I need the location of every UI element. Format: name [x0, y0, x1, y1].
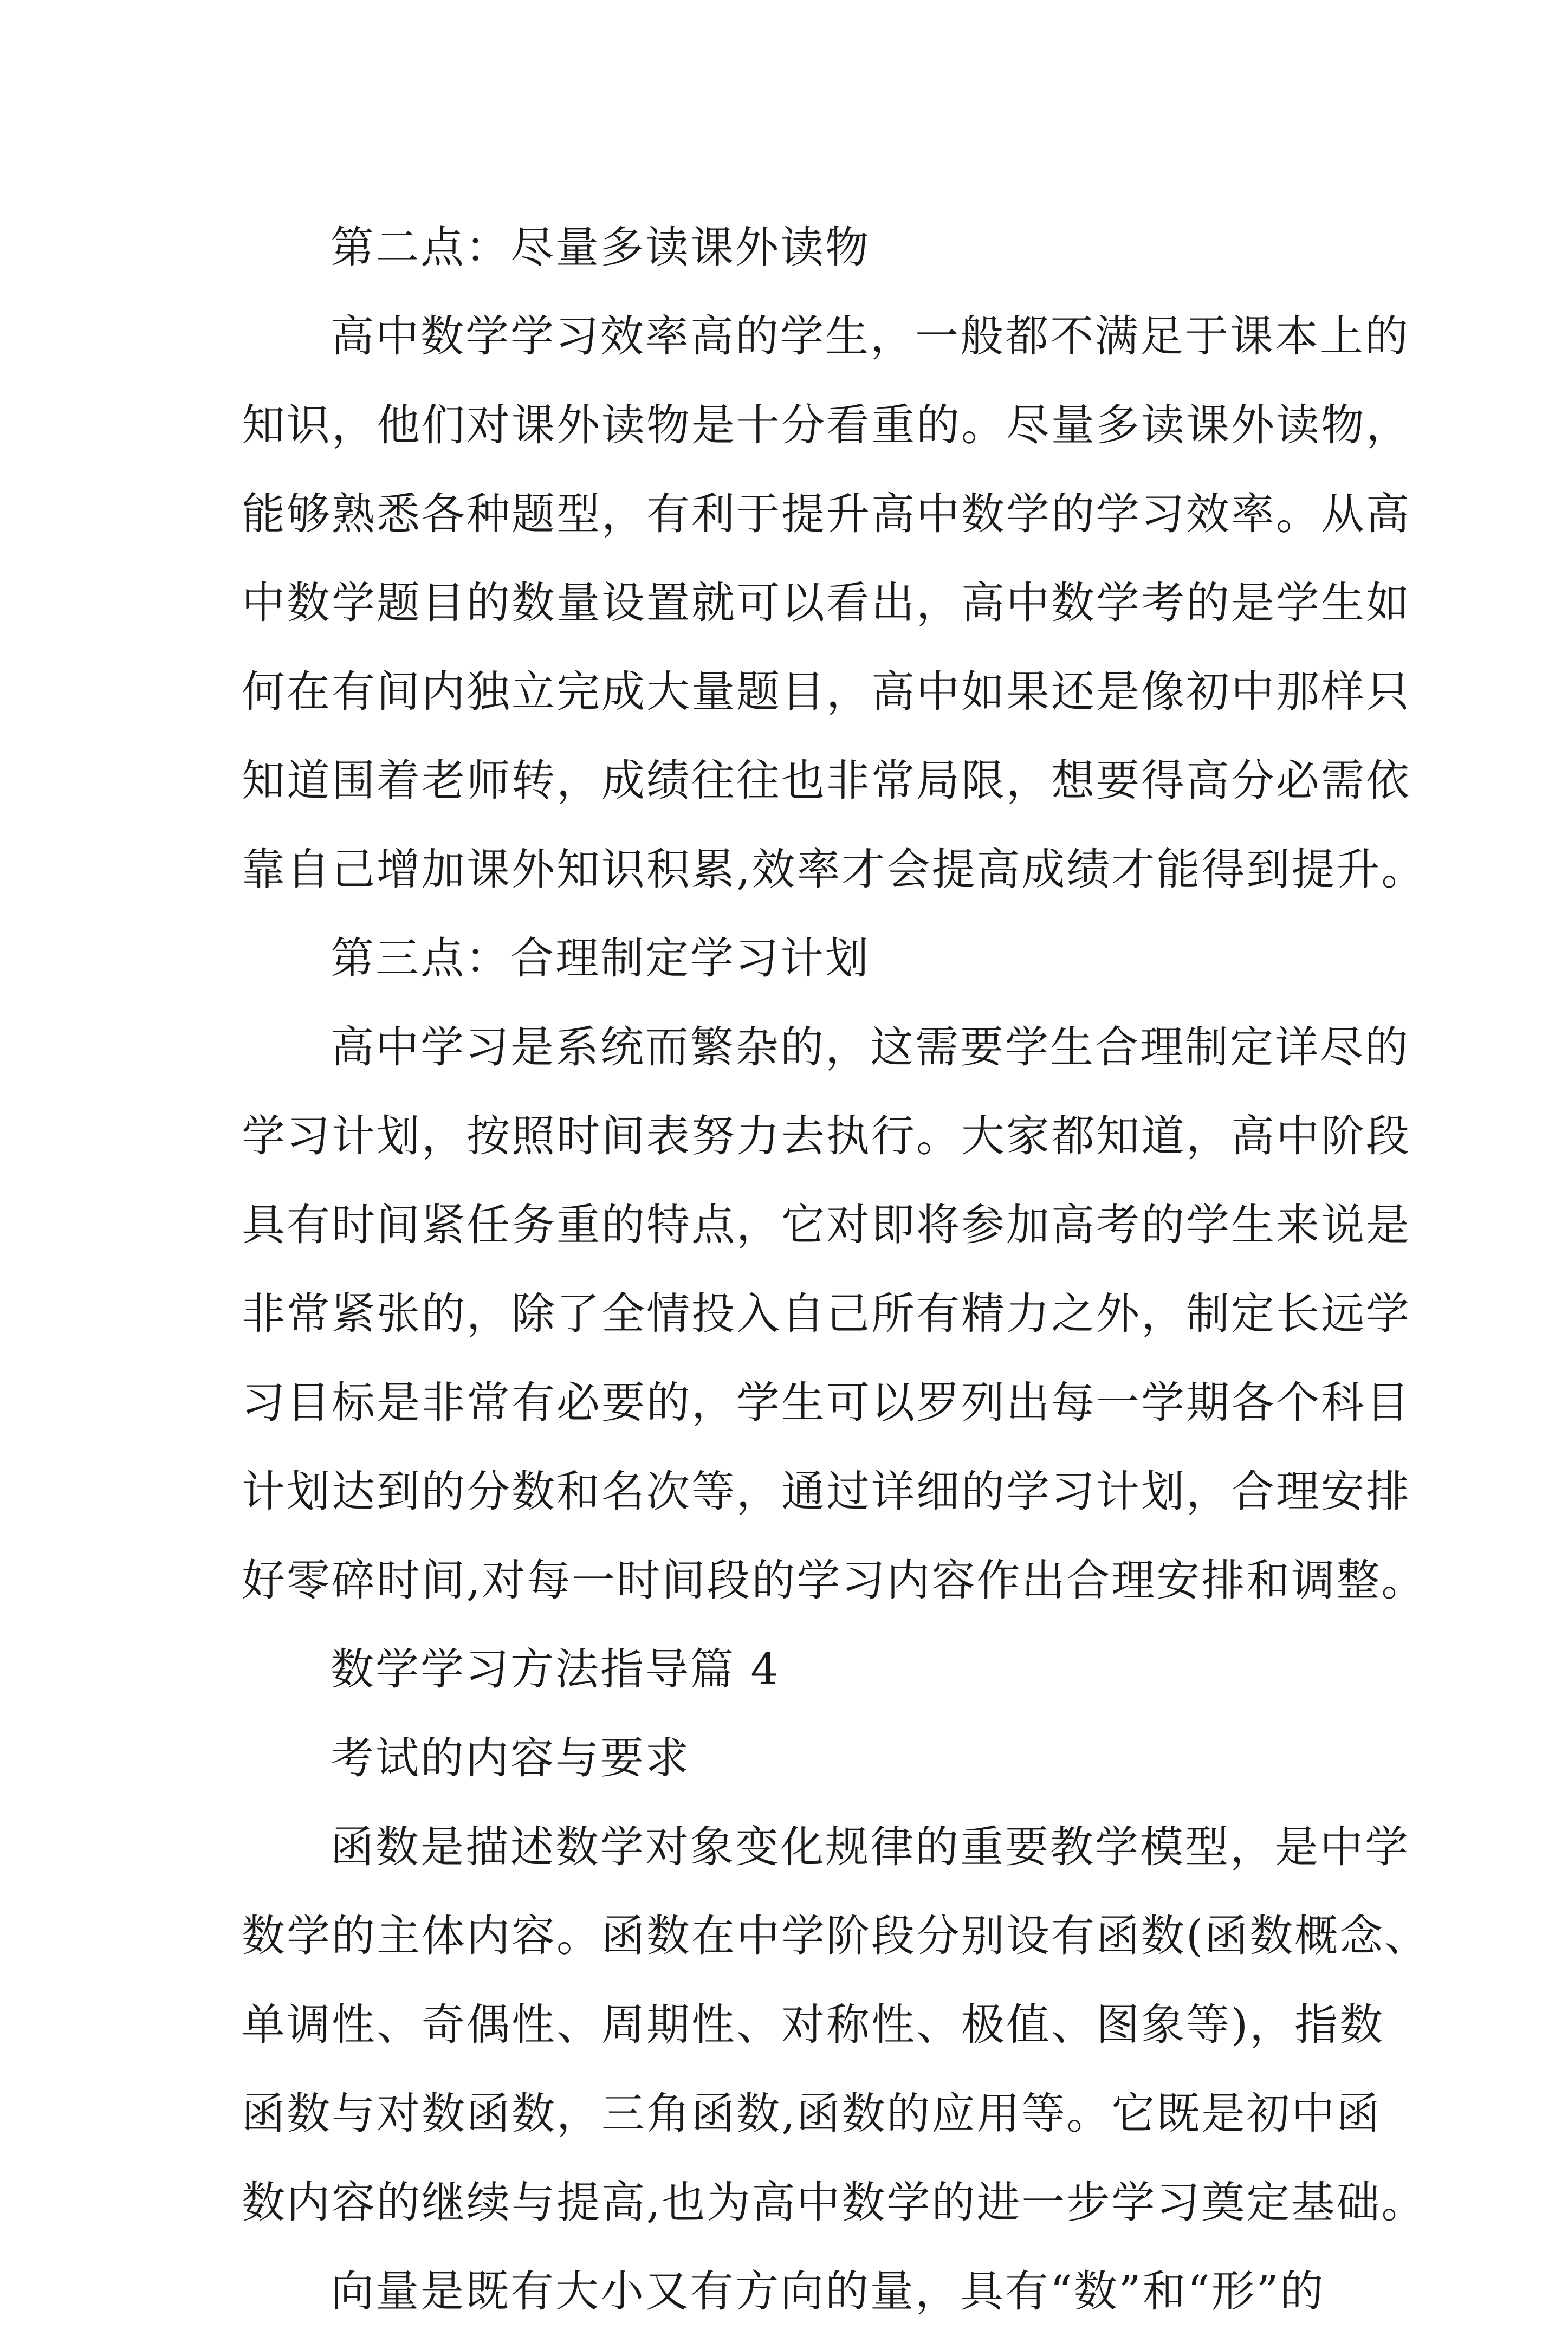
paragraph-line: 具有时间紧任务重的特点，它对即将参加高考的学生来说是	[242, 1200, 1411, 1250]
section-title: 数学学习方法指导篇 4	[331, 1644, 780, 1694]
paragraph-line: 数内容的继续与提高,也为高中数学的进一步学习奠定基础。	[242, 2177, 1427, 2228]
document-body	[242, 203, 1430, 2336]
paragraph-line: 高中数学学习效率高的学生，一般都不满足于课本上的	[331, 311, 1410, 361]
paragraph-line: 数学的主体内容。函数在中学阶段分别设有函数(函数概念、	[242, 1911, 1430, 1961]
heading-point-three: 第三点：合理制定学习计划	[331, 933, 870, 983]
paragraph-line: 知识，他们对课外读物是十分看重的。尽量多读课外读物，	[242, 400, 1411, 450]
paragraph-line: 能够熟悉各种题型，有利于提升高中数学的学习效率。从高	[242, 489, 1411, 539]
paragraph-line: 中数学题目的数量设置就可以看出，高中数学考的是学生如	[242, 578, 1411, 628]
paragraph-line: 函数与对数函数，三角函数,函数的应用等。它既是初中函	[242, 2088, 1382, 2139]
paragraph-line: 单调性、奇偶性、周期性、对称性、极值、图象等)，指数	[242, 1999, 1385, 2050]
subsection-title: 考试的内容与要求	[331, 1733, 690, 1783]
paragraph-line: 靠自己增加课外知识积累,效率才会提高成绩才能得到提升。	[242, 844, 1427, 895]
paragraph-line: 函数是描述数学对象变化规律的重要教学模型，是中学	[331, 1822, 1410, 1872]
paragraph-line: 习目标是非常有必要的，学生可以罗列出每一学期各个科目	[242, 1377, 1411, 1428]
paragraph-line: 高中学习是系统而繁杂的，这需要学生合理制定详尽的	[331, 1022, 1410, 1072]
paragraph-line: 好零碎时间,对每一时间段的学习内容作出合理安排和调整。	[242, 1555, 1427, 1606]
paragraph-line: 计划达到的分数和名次等，通过详细的学习计划，合理安排	[242, 1466, 1411, 1517]
paragraph-line: 知道围着老师转，成绩往往也非常局限，想要得高分必需依	[242, 755, 1411, 806]
heading-point-two: 第二点：尽量多读课外读物	[331, 222, 870, 273]
paragraph-line: 向量是既有大小又有方向的量，具有“数”和“形”的	[331, 2266, 1325, 2316]
paragraph-line: 学习计划，按照时间表努力去执行。大家都知道，高中阶段	[242, 1111, 1411, 1161]
paragraph-line: 何在有间内独立完成大量题目，高中如果还是像初中那样只	[242, 666, 1411, 717]
paragraph-line: 非常紧张的，除了全情投入自己所有精力之外，制定长远学	[242, 1289, 1411, 1339]
